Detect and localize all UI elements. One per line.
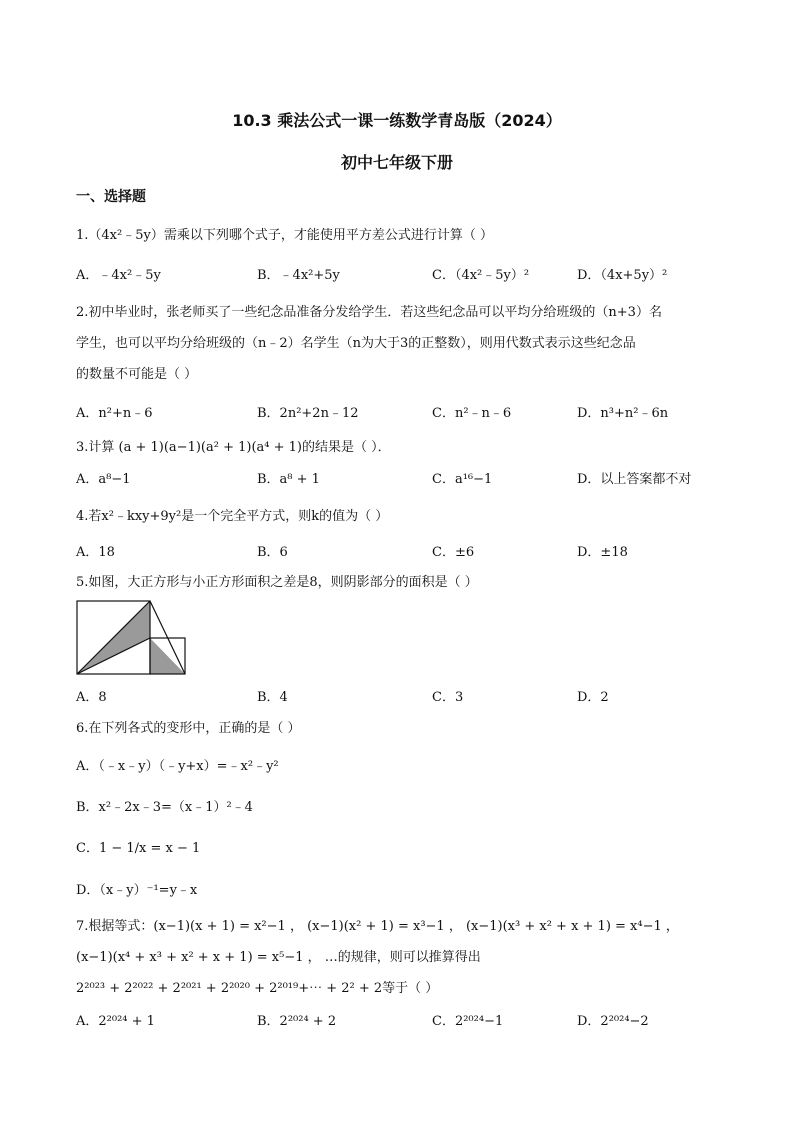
q7-option-d: D．2²⁰²⁴−2: [577, 1014, 649, 1029]
q5-option-c: C．3: [432, 690, 464, 705]
question-5-options: [76, 686, 726, 708]
q1-option-b: B．﹣4x²+5y: [257, 268, 340, 283]
question-7-options: [76, 1010, 726, 1032]
q2-option-b: B．2n²+2n﹣12: [257, 406, 359, 421]
question-1-options: [76, 264, 726, 286]
q6-option-b: B．x²﹣2x﹣3=（x﹣1）²﹣4: [76, 800, 253, 815]
question-3-stem: 3.计算 (a + 1)(a−1)(a² + 1)(a⁴ + 1)的结果是（ ）．: [76, 440, 391, 455]
question-6-stem: 6.在下列各式的变形中，正确的是（ ）: [76, 721, 301, 736]
question-2-stem-line-1: 2.初中毕业时，张老师买了一些纪念品准备分发给学生．若这些纪念品可以平均分给班级的（n+3）名: [76, 305, 662, 320]
question-2-stem-line-3: 的数量不可能是（ ）: [76, 367, 198, 382]
q1-option-a: A．﹣4x²﹣5y: [76, 268, 161, 283]
q4-option-c: C．±6: [432, 545, 475, 560]
q1-option-d: D．（4x+5y）²: [577, 268, 668, 283]
q3-option-d: D．以上答案都不对: [577, 472, 692, 487]
q6-option-c: C．1 − 1/x = x − 1: [76, 841, 201, 856]
q7-option-c: C．2²⁰²⁴−1: [432, 1014, 504, 1029]
section-heading: 一、选择题: [76, 189, 146, 205]
q4-option-b: B．6: [257, 545, 288, 560]
q2-option-c: C．n²﹣n﹣6: [432, 406, 512, 421]
q7-option-b: B．2²⁰²⁴ + 2: [257, 1014, 337, 1029]
q3-option-a: A．a⁸−1: [76, 472, 131, 487]
squares-figure: [76, 600, 188, 676]
q4-option-a: A．18: [76, 545, 115, 560]
q2-option-d: D．n³+n²﹣6n: [577, 406, 669, 421]
q3-option-b: B．a⁸ + 1: [257, 472, 320, 487]
document-title: 10.3 乘法公式一课一练数学青岛版（2024）: [232, 111, 562, 130]
question-7-stem-line-1: 7.根据等式：(x−1)(x + 1) = x²−1 ， (x−1)(x² + 1) = x³−1 ， (x−1)(x³ + x² + x + 1) = x⁴−1 ，: [76, 919, 679, 934]
question-7-stem-line-3: 2²⁰²³ + 2²⁰²² + 2²⁰²¹ + 2²⁰²⁰ + 2²⁰¹⁹+⋯ + 2² + 2等于（ ）: [76, 981, 439, 996]
question-4-options: [76, 541, 726, 563]
document-subtitle: 初中七年级下册: [340, 153, 453, 172]
q3-option-c: C．a¹⁶−1: [432, 472, 493, 487]
q1-option-c: C．（4x²﹣5y）²: [432, 268, 530, 283]
q5-option-b: B．4: [257, 690, 288, 705]
q4-option-d: D．±18: [577, 545, 628, 560]
question-2-stem-line-2: 学生，也可以平均分给班级的（n﹣2）名学生（n为大于3的正整数），则用代数式表示这些纪念品: [76, 336, 636, 351]
question-3-options: [76, 468, 726, 490]
question-1-stem: 1.（4x²﹣5y）需乘以下列哪个式子，才能使用平方差公式进行计算（ ）: [76, 228, 493, 243]
q5-option-a: A．8: [76, 690, 107, 705]
question-2-options: [76, 402, 726, 424]
q7-option-a: A．2²⁰²⁴ + 1: [76, 1014, 155, 1029]
question-7-stem-line-2: (x−1)(x⁴ + x³ + x² + x + 1) = x⁵−1 ， …的规律，则可以推算得出: [76, 950, 481, 965]
q2-option-a: A．n²+n﹣6: [76, 406, 153, 421]
q6-option-a: A．（﹣x﹣y）（﹣y+x）=﹣x²﹣y²: [76, 759, 279, 774]
question-5-stem: 5.如图，大正方形与小正方形面积之差是8，则阴影部分的面积是（ ）: [76, 575, 478, 590]
question-4-stem: 4.若x²﹣kxy+9y²是一个完全平方式，则k的值为（ ）: [76, 509, 389, 524]
q5-option-d: D．2: [577, 690, 609, 705]
q6-option-d: D．（x﹣y）⁻¹=y﹣x: [76, 883, 198, 898]
